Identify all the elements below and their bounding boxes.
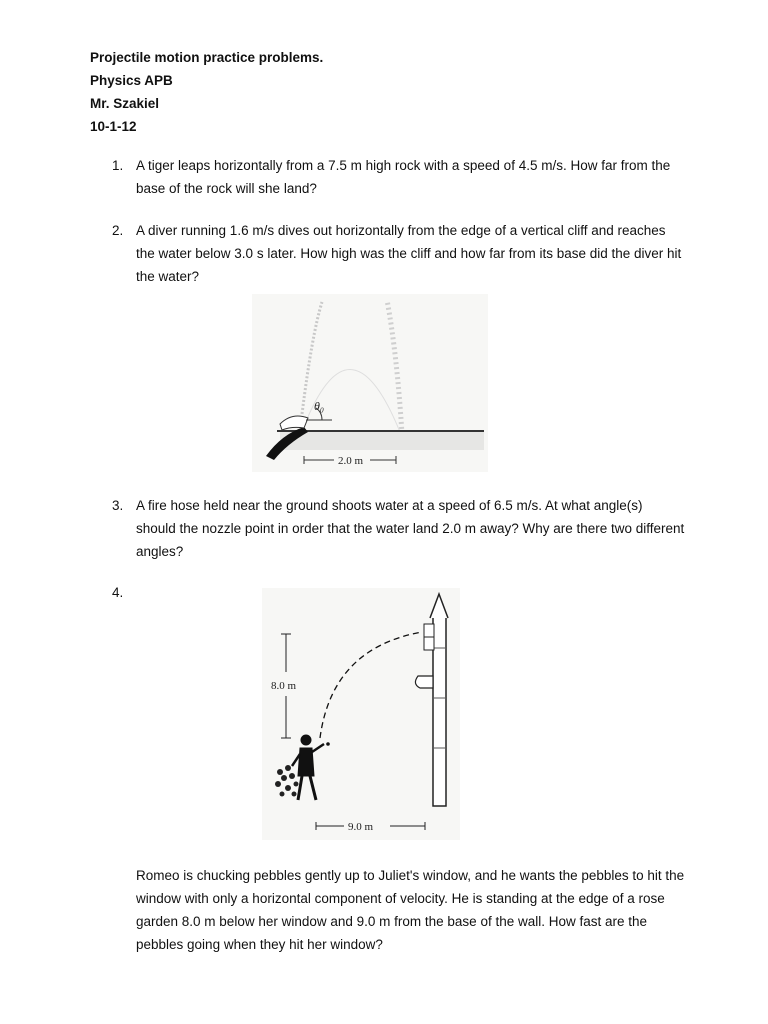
question-number: 4. [112,585,124,600]
distance-label: 2.0 m [338,455,364,467]
document-date: 10-1-12 [90,119,137,134]
romeo-juliet-figure [262,588,460,840]
angle-label: θ₀ [314,399,325,413]
question-text: A tiger leaps horizontally from a 7.5 m high rock with a speed of 4.5 m/s. How far from the base of the rock will she land? [136,158,671,196]
question-number: 1. [112,158,124,173]
question-text: A fire hose held near the ground shoots water at a speed of 6.5 m/s. At what angle(s) should the nozzle point in order that the water land 2.0 m away? Why are there two different angles? [136,498,685,559]
course-name: Physics APB [90,73,173,88]
document-header [90,46,323,138]
distance-label: 9.0 m [348,821,374,833]
question-text: A diver running 1.6 m/s dives out horizontally from the edge of a vertical cliff and reaches the water below 3.0 s later. How high was the cliff and how far from its base did the diver hit the water? [136,223,682,284]
teacher-name: Mr. Szakiel [90,96,160,111]
document-title: Projectile motion practice problems. [90,50,324,65]
question-4-text: Romeo is chucking pebbles gently up to Juliet's window, and he wants the pebbles to hit the window with only a horizontal component of velocity. He is standing at the edge of a rose garden 8.0 m below her window and 9.0 m from the base of the wall. How fast are the pebbles going when they hit her window? [136,868,685,952]
question-number: 3. [112,498,124,513]
fire-hose-figure [252,294,488,472]
question-number: 2. [112,223,124,238]
height-label: 8.0 m [271,680,297,692]
